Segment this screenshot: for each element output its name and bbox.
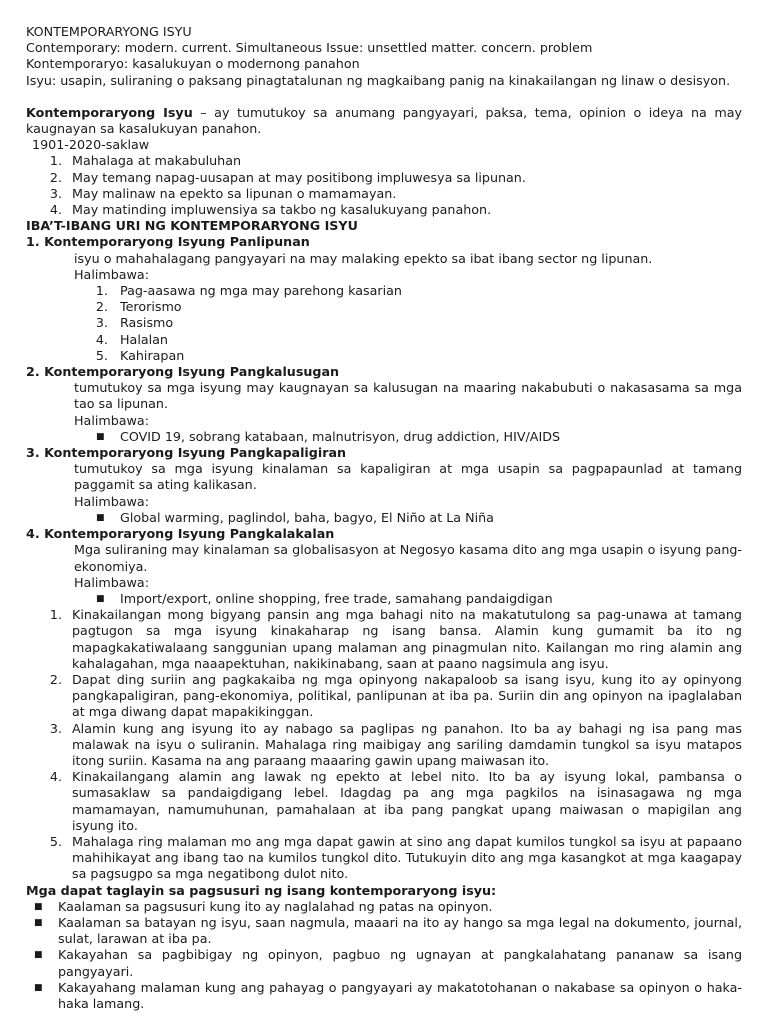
examples-list: [26, 283, 742, 364]
list-item: 3. Rasismo: [95, 315, 174, 331]
list-item: ■ Global warming, paglindol, baha, bagyo, El Niño at La Niña: [96, 509, 494, 525]
qualities-list: [26, 899, 742, 1012]
list-item: 3. Alamin kung ang isyung ito ay nabago sa paglipas ng panahon. Ito ba ay bahagi ng isa pang mas malawak na isyu o suliranin. Mahalaga ring maibigay ang sariling damdamin tungkol sa isyu matapos itong suriin. Kasama na ang paraang maaaring gawin upang maiwasan ito.: [49, 720, 742, 768]
halimbawa-label: Halimbawa:: [74, 266, 149, 282]
examples-list: [26, 429, 742, 445]
halimbawa-label: Halimbawa:: [74, 493, 149, 509]
list-item: 3. May malinaw na epekto sa lipunan o mamamayan.: [49, 185, 397, 201]
type-heading: 1. Kontemporaryong Isyung Panlipunan: [26, 234, 310, 250]
list-item: 4. Halalan: [95, 331, 168, 347]
type-description: Mga suliraning may kinalaman sa globalisasyon at Negosyo kasama dito ang mga usapin o isyung pang-ekonomiya.: [74, 542, 742, 574]
bullet-icon: ■: [34, 982, 43, 993]
intro-paragraph: [26, 105, 742, 137]
examples-list: [26, 510, 742, 526]
list-item: ■ Kakayahan sa pagbibigay ng opinyon, pagbuo ng ugnayan at pangkalahatang pananaw sa isang pangyayari.: [34, 947, 742, 979]
intro-text: – ay tumutukoy sa anumang pangyayari, paksa, tema, opinion o ideya na may kaugnayan sa kasalukuyan panahon.: [26, 104, 742, 137]
halimbawa-label: Halimbawa:: [74, 412, 149, 428]
list-item: 4. May matinding impluwensiya sa takbo ng kasalukuyang panahon.: [49, 202, 492, 218]
list-item: 4. Kinakailangang alamin ang lawak ng epekto at lebel nito. Ito ba ay isyung lokal, pambansa o sumasaklaw sa pandaigdigang lebel. Idagdag pa ang mga pagkilos na isinasagawa ng mga mamamayan, namumuhunan, pamahalaan at iba pang pangkat upang maiwasan o mapigilan ang isyung ito.: [49, 769, 742, 833]
type-description: tumutukoy sa mga isyung may kaugnayan sa kalusugan na maaring nakabubuti o nakasasama sa mga tao sa lipunan.: [74, 380, 742, 412]
bullet-icon: ■: [96, 512, 105, 523]
list-item: 1. Kinakailangan mong bigyang pansin ang mga bahagi nito na makatutulong sa pag-unawa at tamang pagtugon sa mga isyung kinakaharap ng isang bansa. Alamin kung gumamit ba ito ng mapagkakatiwalaang sanggunian upang malaman ang pinagmulan nito. Kailangan mo ring alamin ang kahalagahan, mga naaapektuhan, nakikinabang, saan at paano nagsimula ang isyu.: [49, 607, 742, 671]
examples-list: [26, 591, 742, 607]
document-title: KONTEMPORARYONG ISYU: [26, 24, 192, 39]
list-item: 5. Mahalaga ring malaman mo ang mga dapat gawin at sino ang dapat kumilos tungkol sa isyu at papaano mahihikayat ang ibang tao na kumilos tungkol dito. Tutukuyin dito ang mga kasangkot at mga kaagapay sa pagsugpo sa mga negatibong dulot nito.: [49, 833, 742, 882]
list-item: 2. May temang napag-uusapan at may positibong impluwesya sa lipunan.: [49, 169, 526, 185]
qualities-heading: Mga dapat taglayin sa pagsusuri ng isang kontemporaryong isyu:: [26, 882, 497, 898]
analysis-steps-list: [26, 607, 742, 882]
type-heading: 2. Kontemporaryong Isyung Pangkalusugan: [26, 364, 340, 380]
list-item: ■ Kaalaman sa pagsusuri kung ito ay naglalahad ng patas na opinyon.: [34, 898, 493, 914]
definition-kontemporaryo: Kontemporaryo: kasalukuyan o modernong panahon: [26, 56, 360, 72]
definition-contemporary: Contemporary: modern. current. Simultaneous Issue: unsettled matter. concern. problem: [26, 40, 593, 56]
bullet-icon: ■: [34, 917, 43, 928]
list-item: 1. Pag-aasawa ng mga may parehong kasarian: [95, 283, 402, 299]
list-item: 5. Kahirapan: [95, 347, 185, 363]
spacer: [26, 89, 742, 105]
type-description: tumutukoy sa mga isyung kinalaman sa kapaligiran at mga usapin sa pagpapaunlad at tamang paggamit sa ating kalikasan.: [74, 461, 742, 493]
bullet-icon: ■: [34, 901, 43, 912]
list-item: ■ Kaalaman sa batayan ng isyu, saan nagmula, maaari na ito ay hango sa mga legal na dokumento, journal, sulat, larawan at iba pa.: [34, 914, 742, 947]
halimbawa-label: Halimbawa:: [74, 574, 149, 590]
list-item: 2. Terorismo: [95, 299, 182, 315]
list-item: 2. Dapat ding suriin ang pagkakaiba ng mga opinyong nakapaloob sa isang isyu, kung ito ay opinyong pangkapaligiran, pang-ekonomiya, politikal, panlipunan at iba pa. Suriin din ang opinyon na ipaglalaban at mga diwang dapat mapakikinggan.: [49, 671, 742, 720]
bullet-icon: ■: [96, 593, 105, 604]
criteria-list: [26, 153, 742, 218]
list-item: ■ Kakayahang malaman kung ang pahayag o pangyayari ay makatotohanan o nakabase sa opinyon o haka-haka lamang.: [34, 979, 742, 1011]
intro-term: Kontemporaryong Isyu: [26, 104, 193, 120]
definition-isyu: Isyu: usapin, suliraning o paksang pinagtatalunan ng magkaibang panig na kinakailangan ng linaw o desisyon.: [26, 72, 731, 88]
saklaw-note: 1901-2020-saklaw: [32, 137, 150, 153]
bullet-icon: ■: [34, 950, 43, 961]
list-item: 1. Mahalaga at makabuluhan: [49, 153, 242, 169]
list-item: ■ Import/export, online shopping, free trade, samahang pandaigdigan: [96, 590, 553, 606]
types-heading: IBA’T-IBANG URI NG KONTEMPORARYONG ISYU: [26, 218, 358, 234]
type-heading: 3. Kontemporaryong Isyung Pangkapaligiran: [26, 445, 347, 461]
type-description: isyu o mahahalagang pangyayari na may malaking epekto sa ibat ibang sector ng lipunan.: [74, 250, 653, 266]
bullet-icon: ■: [96, 431, 105, 442]
type-heading: 4. Kontemporaryong Isyung Pangkalakalan: [26, 526, 335, 542]
list-item: ■ COVID 19, sobrang katabaan, malnutrisyon, drug addiction, HIV/AIDS: [96, 428, 561, 444]
